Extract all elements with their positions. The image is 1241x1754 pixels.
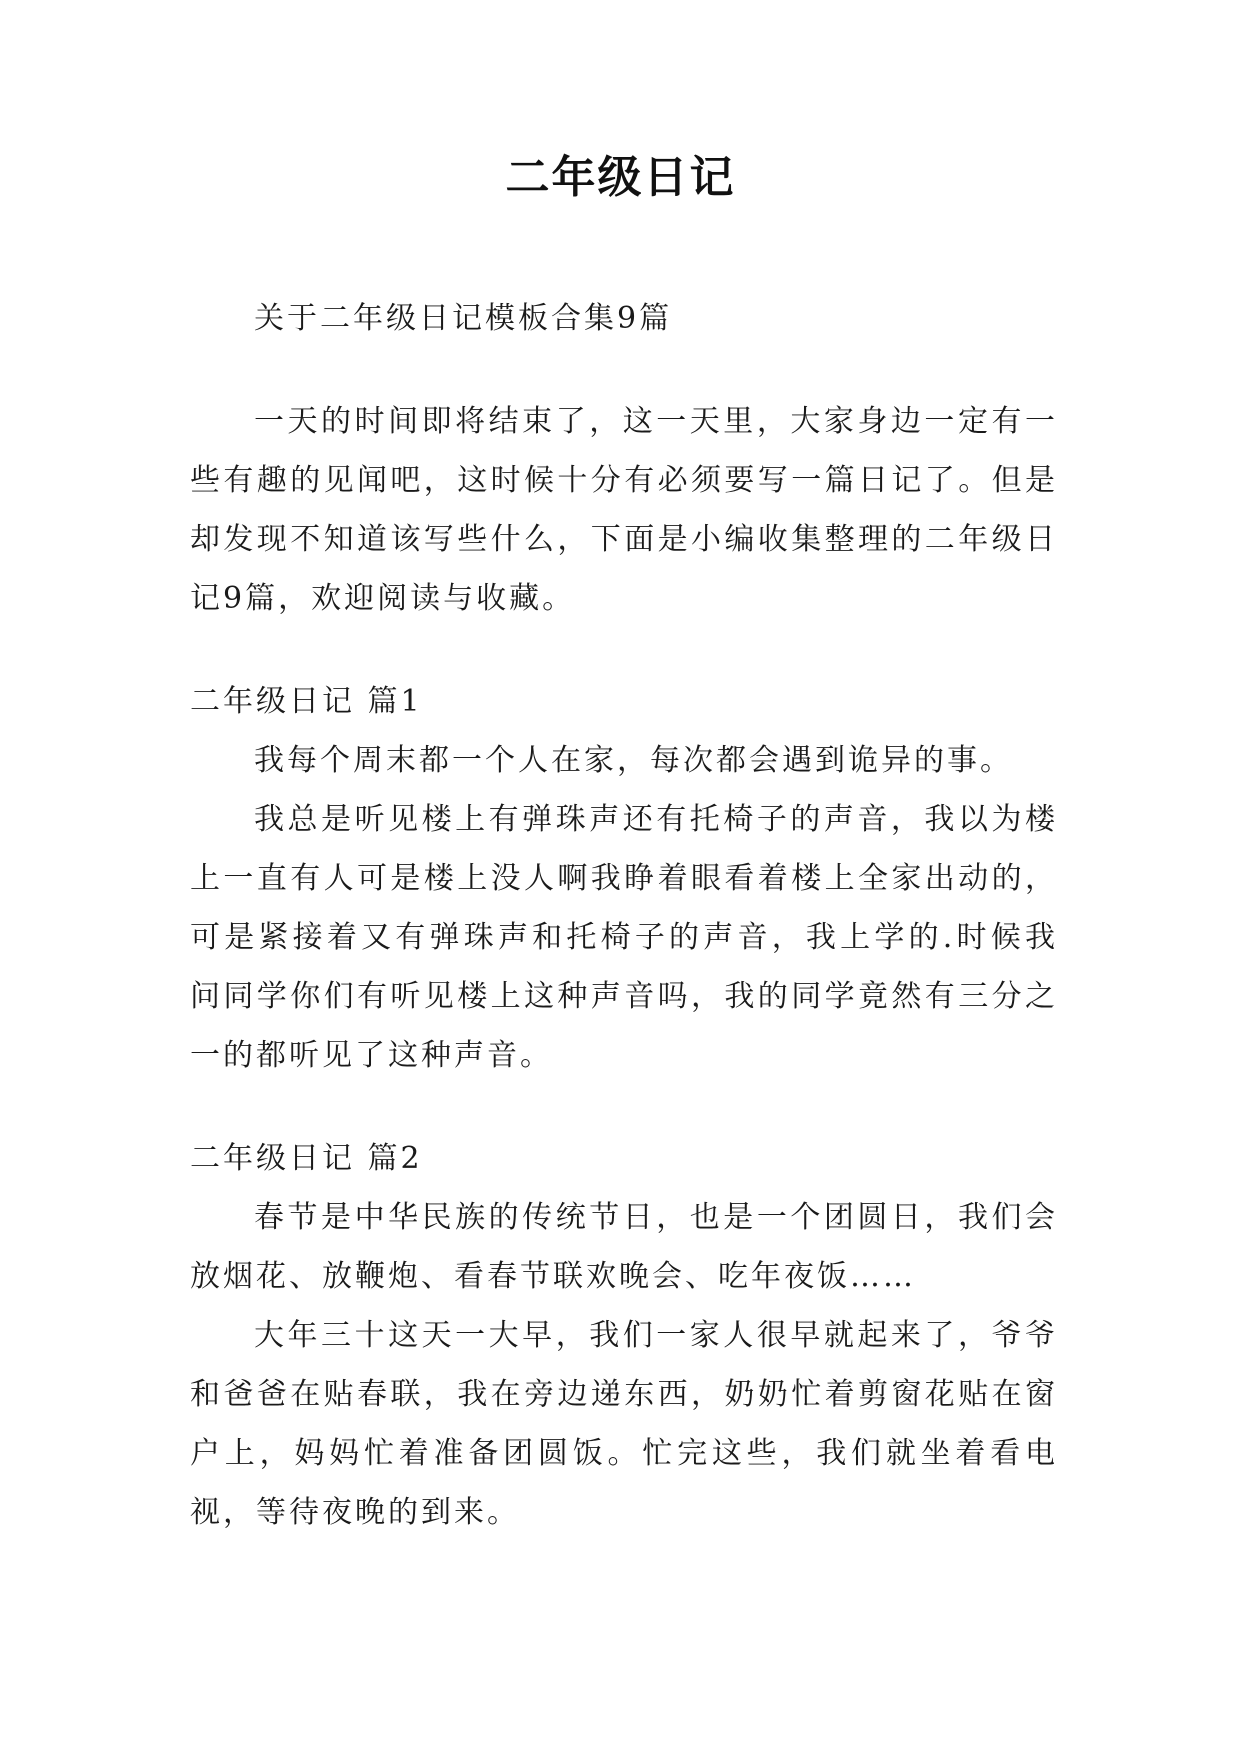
spacer bbox=[190, 348, 1058, 392]
document-title: 二年级日记 bbox=[505, 152, 736, 203]
document-subtitle: 关于二年级日记模板合集9篇 bbox=[254, 301, 673, 336]
section-paragraph: 大年三十这天一大早，我们一家人很早就起来了，爷爷和爸爸在贴春联，我在旁边递东西，奶奶忙着剪窗花贴在窗户上，妈妈忙着准备团圆饭。忙完这些，我们就坐着看电视，等待夜晚的到来。 bbox=[190, 1318, 1058, 1530]
section-paragraph: 春节是中华民族的传统节日，也是一个团圆日，我们会放烟花、放鞭炮、看春节联欢晚会、吃年夜饭…… bbox=[190, 1200, 1058, 1294]
section-paragraph: 我总是听见楼上有弹珠声还有托椅子的声音，我以为楼上一直有人可是楼上没人啊我睁着眼看着楼上全家出动的，可是紧接着又有弹珠声和托椅子的声音，我上学的.时候我问同学你们有听见楼上这种声音吗，我的同学竟然有三分之一的都听见了这种声音。 bbox=[190, 802, 1058, 1073]
section-paragraph: 我每个周末都一个人在家，每次都会遇到诡异的事。 bbox=[254, 743, 1013, 778]
section-heading: 二年级日记 篇1 bbox=[190, 684, 423, 719]
section-heading: 二年级日记 篇2 bbox=[190, 1141, 423, 1176]
intro-paragraph: 一天的时间即将结束了，这一天里，大家身边一定有一些有趣的见闻吧，这时候十分有必须要写一篇日记了。但是却发现不知道该写些什么，下面是小编收集整理的二年级日记9篇，欢迎阅读与收藏。 bbox=[190, 404, 1058, 616]
document-body bbox=[190, 289, 1058, 1542]
spacer bbox=[190, 1085, 1058, 1129]
spacer bbox=[190, 628, 1058, 672]
